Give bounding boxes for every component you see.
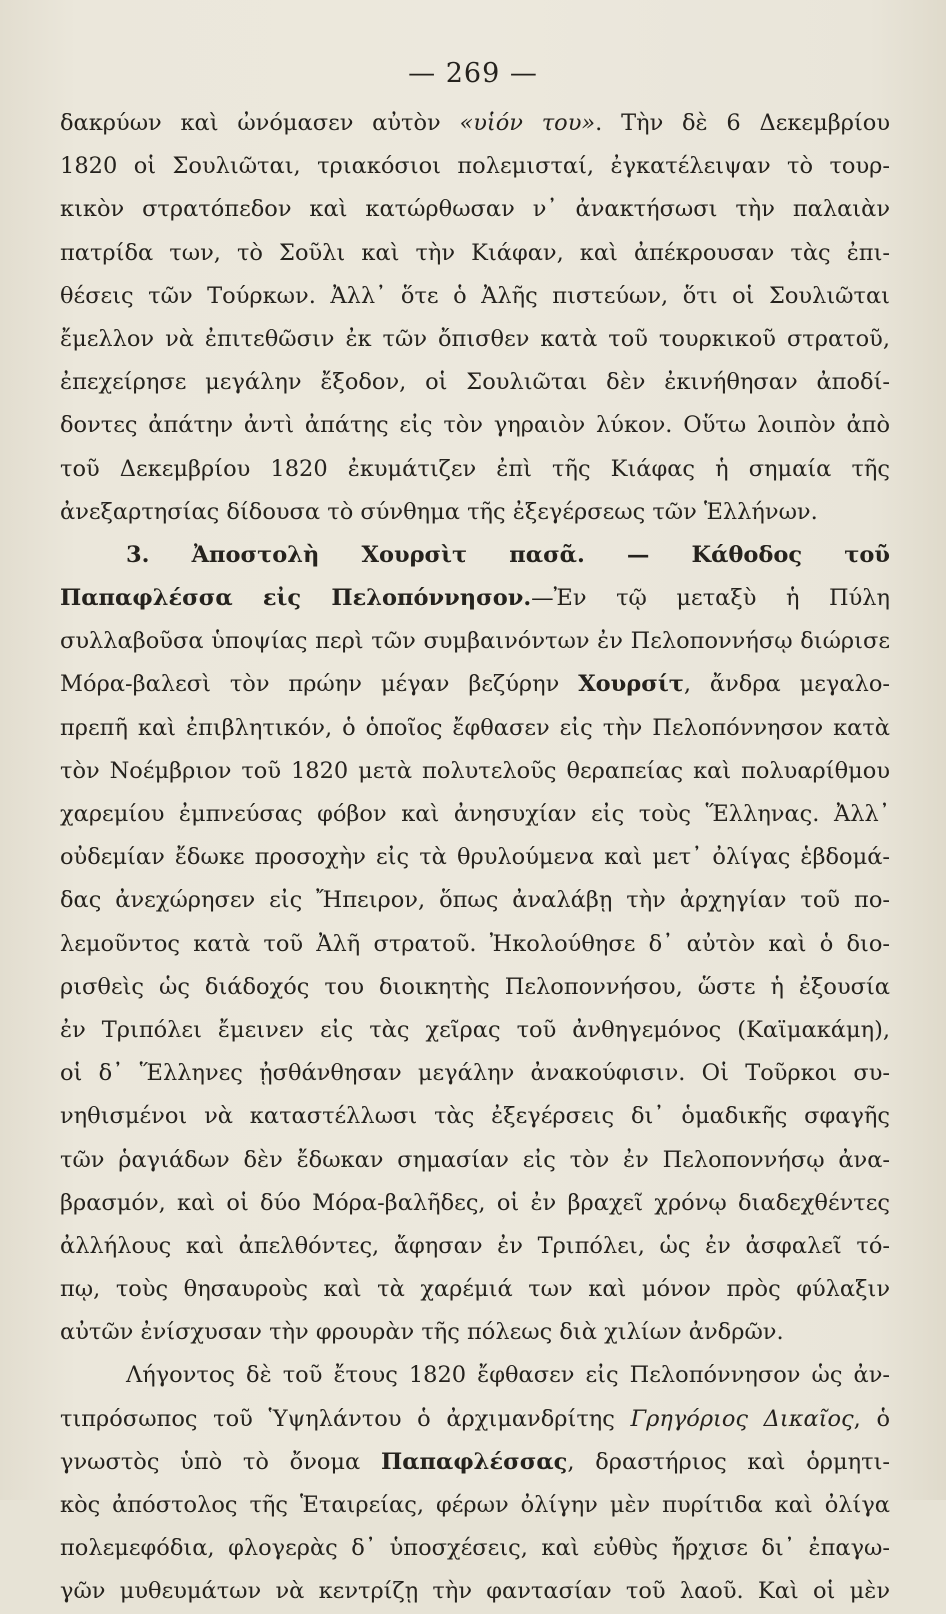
text-line — [60, 577, 890, 620]
text-line — [60, 1225, 890, 1268]
text-span: γνωστὸς ὑπὸ τὸ ὄνομα — [60, 1448, 381, 1475]
text-line — [60, 793, 890, 836]
text-span: δακρύων καὶ ὠνόμασεν αὐτὸν — [60, 110, 460, 136]
text-span: κικὸν στρατόπεδον καὶ κατώρθωσαν ν᾽ ἀνακτήσωσι τὴν παλαιὰν — [60, 196, 890, 223]
text-span: ρισθεὶς ὡς διάδοχός του διοικητὴς Πελοποννήσου, ὥστε ἡ ἐξουσία — [60, 973, 890, 1000]
page-number: — 269 — — [408, 58, 538, 89]
text-line — [60, 1570, 890, 1613]
text-span: συλλαβοῦσα ὑποψίας περὶ τῶν συμβαινόντων ἐν Πελοποννήσῳ διώρισε — [60, 628, 890, 655]
text-span: τὸν Νοέμβριον τοῦ 1820 μετὰ πολυτελοῦς θεραπείας καὶ πολυαρίθμου — [60, 757, 890, 784]
text-span: θέσεις τῶν Τούρκων. Ἀλλ᾽ ὅτε ὁ Ἀλῆς πιστεύων, ὅτι οἱ Σουλιῶται — [60, 282, 890, 309]
text-line — [60, 1311, 890, 1354]
text-line — [60, 1009, 890, 1052]
text-line — [60, 966, 890, 1009]
text-span: δοντες ἀπάτην ἀντὶ ἀπάτης εἰς τὸν γηραιὸν λύκον. Οὕτω λοιπὸν ἀπὸ — [60, 412, 890, 439]
text-span: νηθισμένοι νὰ καταστέλλωσι τὰς ἐξεγέρσεις δι᾽ ὁμαδικῆς σφαγῆς — [60, 1103, 890, 1130]
text-span: βρασμόν, καὶ οἱ δύο Μόρα-βαλῆδες, οἱ ἐν βραχεῖ χρόνῳ διαδεχθέντες — [60, 1189, 890, 1216]
text-span: 1820 οἱ Σουλιῶται, τριακόσιοι πολεμισταί, ἐγκατέλειψαν τὸ τουρ- — [60, 153, 890, 180]
text-span: ἐπεχείρησε μεγάλην ἔξοδον, οἱ Σουλιῶται δὲν ἐκινήθησαν ἀποδί- — [60, 369, 890, 396]
text-span: οἱ δ᾽ Ἕλληνες ᾐσθάνθησαν μεγάλην ἀνακούφισιν. Οἱ Τοῦρκοι συ- — [60, 1060, 890, 1087]
body-text — [60, 102, 890, 1614]
text-line — [60, 879, 890, 922]
text-span: —Ἐν τῷ μεταξὺ ἡ Πύλη — [531, 585, 890, 612]
text-span: . Τὴν δὲ 6 Δεκεμβρίου — [595, 110, 890, 136]
text-line — [60, 1268, 890, 1311]
text-span: Παπαφλέσσα εἰς Πελοπόννησον. — [60, 585, 532, 612]
text-line — [60, 361, 890, 404]
text-span: γῶν μυθευμάτων νὰ κεντρίζῃ τὴν φαντασίαν τοῦ λαοῦ. Καὶ οἱ μὲν — [60, 1578, 890, 1605]
text-line — [60, 1441, 890, 1484]
text-line — [60, 534, 890, 577]
text-span: χαρεμίου ἐμπνεύσας φόβον καὶ ἀνησυχίαν εἰς τοὺς Ἕλληνας. Ἀλλ᾽ — [60, 801, 890, 827]
text-span: «υἱόν του» — [459, 110, 596, 136]
text-line — [60, 1095, 890, 1138]
text-span: , ὁ — [853, 1405, 890, 1432]
text-span: αὐτῶν ἐνίσχυσαν τὴν φρουρὰν τῆς πόλεως διὰ χιλίων ἀνδρῶν. — [60, 1319, 784, 1346]
text-line — [60, 707, 890, 750]
text-line — [60, 1052, 890, 1095]
text-line — [60, 188, 890, 231]
text-span: Λήγοντος δὲ τοῦ ἔτους 1820 ἔφθασεν εἰς Πελοπόννησον ὡς ἀν- — [126, 1362, 890, 1389]
text-line — [60, 1398, 890, 1441]
text-span: ἀλλήλους καὶ ἀπελθόντες, ἄφησαν ἐν Τριπόλει, ὡς ἐν ἀσφαλεῖ τό- — [60, 1232, 890, 1259]
text-span: ἔμελλον νὰ ἐπιτεθῶσιν ἐκ τῶν ὄπισθεν κατὰ τοῦ τουρκικοῦ στρατοῦ, — [60, 325, 890, 352]
text-line — [60, 448, 890, 491]
text-line — [60, 1182, 890, 1225]
text-span: τῶν ῥαγιάδων δὲν ἔδωκαν σημασίαν εἰς τὸν ἐν Πελοποννήσῳ ἀνα- — [60, 1146, 890, 1173]
text-span: λεμοῦντος κατὰ τοῦ Ἀλῆ στρατοῦ. Ἠκολούθησε δ᾽ αὐτὸν καὶ ὁ διο- — [60, 930, 890, 957]
text-line — [60, 750, 890, 793]
text-span: τοῦ Δεκεμβρίου 1820 ἐκυμάτιζεν ἐπὶ τῆς Κιάφας ἡ σημαία τῆς — [60, 455, 890, 482]
text-span: 3. Ἀποστολὴ Χουρσὶτ πασᾶ. — Κάθοδος τοῦ — [126, 541, 890, 568]
text-line — [60, 1354, 890, 1397]
text-line — [60, 620, 890, 663]
text-span: , ἄνδρα μεγαλο- — [683, 671, 890, 698]
text-span: ἀνεξαρτησίας δίδουσα τὸ σύνθημα τῆς ἐξεγέρσεως τῶν Ἑλλήνων. — [60, 498, 818, 525]
text-span: πρεπῆ καὶ ἐπιβλητικόν, ὁ ὁποῖος ἔφθασεν εἰς τὴν Πελοπόννησον κατὰ — [60, 714, 890, 741]
text-line — [60, 145, 890, 188]
text-line — [60, 491, 890, 534]
text-line — [60, 232, 890, 275]
text-span: κὸς ἀπόστολος τῆς Ἑταιρείας, φέρων ὀλίγην μὲν πυρίτιδα καὶ ὀλίγα — [60, 1492, 890, 1518]
text-line — [60, 318, 890, 361]
text-line — [60, 836, 890, 879]
text-span: , δραστήριος καὶ ὁρμητι- — [567, 1448, 890, 1475]
text-line — [60, 275, 890, 318]
text-line — [60, 1527, 890, 1570]
text-span: ἐν Τριπόλει ἔμεινεν εἰς τὰς χεῖρας τοῦ ἀνθηγεμόνος (Καϊμακάμη), — [60, 1016, 890, 1043]
text-span: τιπρόσωπος τοῦ Ὑψηλάντου ὁ ἀρχιμανδρίτης — [60, 1405, 631, 1432]
text-span: οὐδεμίαν ἔδωκε προσοχὴν εἰς τὰ θρυλούμενα καὶ μετ᾽ ὀλίγας ἑβδομά- — [60, 844, 890, 871]
text-span: πῳ, τοὺς θησαυροὺς καὶ τὰ χαρέμιά των καὶ μόνον πρὸς φύλαξιν — [60, 1276, 890, 1303]
text-line — [60, 923, 890, 966]
text-line — [60, 404, 890, 447]
text-span: δας ἀνεχώρησεν εἰς Ἤπειρον, ὅπως ἀναλάβῃ τὴν ἀρχηγίαν τοῦ πο- — [60, 887, 890, 914]
text-span: Γρηγόριος Δικαῖος — [630, 1405, 854, 1432]
text-line — [60, 663, 890, 706]
text-line — [60, 102, 890, 145]
text-span: πολεμεφόδια, φλογερὰς δ᾽ ὑποσχέσεις, καὶ εὐθὺς ἤρχισε δι᾽ ἐπαγω- — [60, 1535, 890, 1562]
text-line — [60, 1139, 890, 1182]
text-span: Παπαφλέσσας — [380, 1448, 568, 1475]
text-span: Χουρσίτ — [578, 671, 684, 698]
text-span: Μόρα-βαλεσὶ τὸν πρώην μέγαν βεζύρην — [60, 671, 579, 698]
text-line — [60, 1484, 890, 1527]
text-span: πατρίδα των, τὸ Σοῦλι καὶ τὴν Κιάφαν, καὶ ἀπέκρουσαν τὰς ἐπι- — [60, 239, 890, 266]
